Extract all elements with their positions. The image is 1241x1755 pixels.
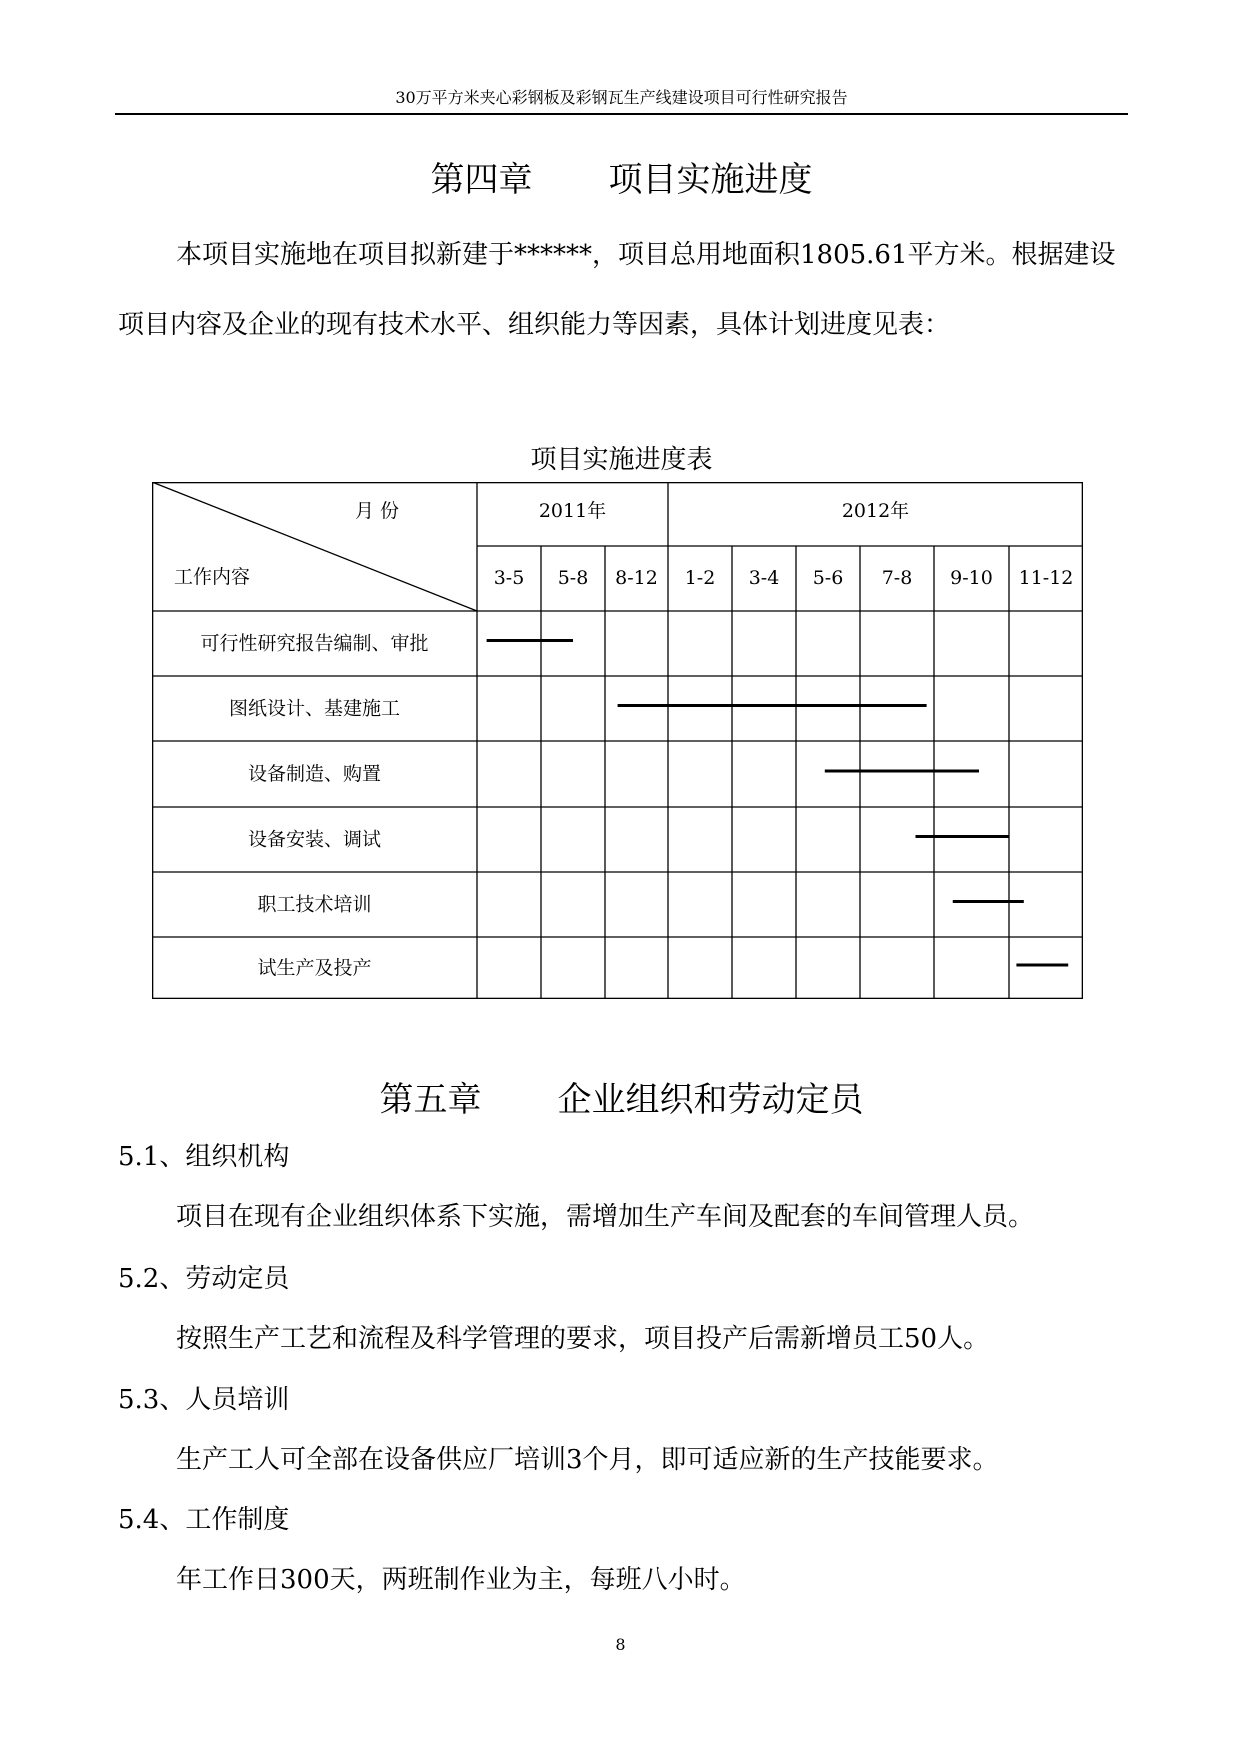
schedule-table-title: 项目实施进度表 bbox=[530, 445, 713, 475]
task-label: 设备安装、调试 bbox=[247, 828, 382, 851]
month-header: 3-4 bbox=[748, 567, 780, 589]
month-header: 8-12 bbox=[615, 567, 658, 589]
chapter-4-title: 项目实施进度 bbox=[608, 160, 813, 200]
month-header: 5-6 bbox=[812, 567, 844, 589]
month-header: 5-8 bbox=[557, 567, 589, 589]
chapter-5-number: 第五章 bbox=[379, 1080, 482, 1120]
year-header: 2011年 bbox=[538, 500, 607, 522]
task-label: 设备制造、购置 bbox=[247, 763, 382, 785]
section-heading: 5.3、人员培训 bbox=[118, 1385, 290, 1415]
task-label: 图纸设计、基建施工 bbox=[228, 697, 401, 720]
chapter-4-number: 第四章 bbox=[430, 160, 533, 200]
chapter-5-heading bbox=[115, 1080, 1128, 1120]
schedule-table bbox=[152, 482, 1087, 1006]
section-heading: 5.4、工作制度 bbox=[118, 1505, 290, 1535]
section-body: 项目在现有企业组织体系下实施，需增加生产车间及配套的车间管理人员。 bbox=[176, 1202, 1035, 1232]
month-header: 7-8 bbox=[881, 567, 913, 589]
corner-task-label: 工作内容 bbox=[174, 566, 251, 588]
section-body: 按照生产工艺和流程及科学管理的要求，项目投产后需新增员工50人。 bbox=[176, 1324, 990, 1354]
section-heading: 5.1、组织机构 bbox=[118, 1142, 290, 1172]
header-rule bbox=[115, 113, 1128, 115]
section-body: 生产工人可全部在设备供应厂培训3个月，即可适应新的生产技能要求。 bbox=[176, 1445, 999, 1475]
section-body: 年工作日300天，两班制作业为主，每班八小时。 bbox=[176, 1565, 746, 1595]
month-header: 11-12 bbox=[1018, 567, 1074, 589]
chapter-4-heading bbox=[115, 160, 1128, 200]
month-header: 1-2 bbox=[684, 567, 716, 589]
task-label: 职工技术培训 bbox=[257, 893, 372, 916]
running-header: 30万平方米夹心彩钢板及彩钢瓦生产线建设项目可行性研究报告 bbox=[395, 88, 848, 107]
year-header: 2012年 bbox=[841, 500, 910, 522]
corner-month-label: 月 份 bbox=[354, 500, 400, 522]
page-number: 8 bbox=[615, 1635, 626, 1654]
month-header: 3-5 bbox=[493, 567, 525, 589]
chapter-4-paragraph: 本项目实施地在项目拟新建于******，项目总用地面积1805.61平方米。根据建设项目内容及企业的现有技术水平、组织能力等因素，具体计划进度见表： bbox=[118, 240, 1116, 340]
corner-diagonal bbox=[152, 482, 477, 611]
task-label: 可行性研究报告编制、审批 bbox=[200, 632, 429, 655]
chapter-5-title: 企业组织和劳动定员 bbox=[557, 1080, 864, 1120]
month-header: 9-10 bbox=[950, 567, 993, 589]
section-heading: 5.2、劳动定员 bbox=[118, 1264, 290, 1294]
task-label: 试生产及投产 bbox=[257, 957, 372, 979]
